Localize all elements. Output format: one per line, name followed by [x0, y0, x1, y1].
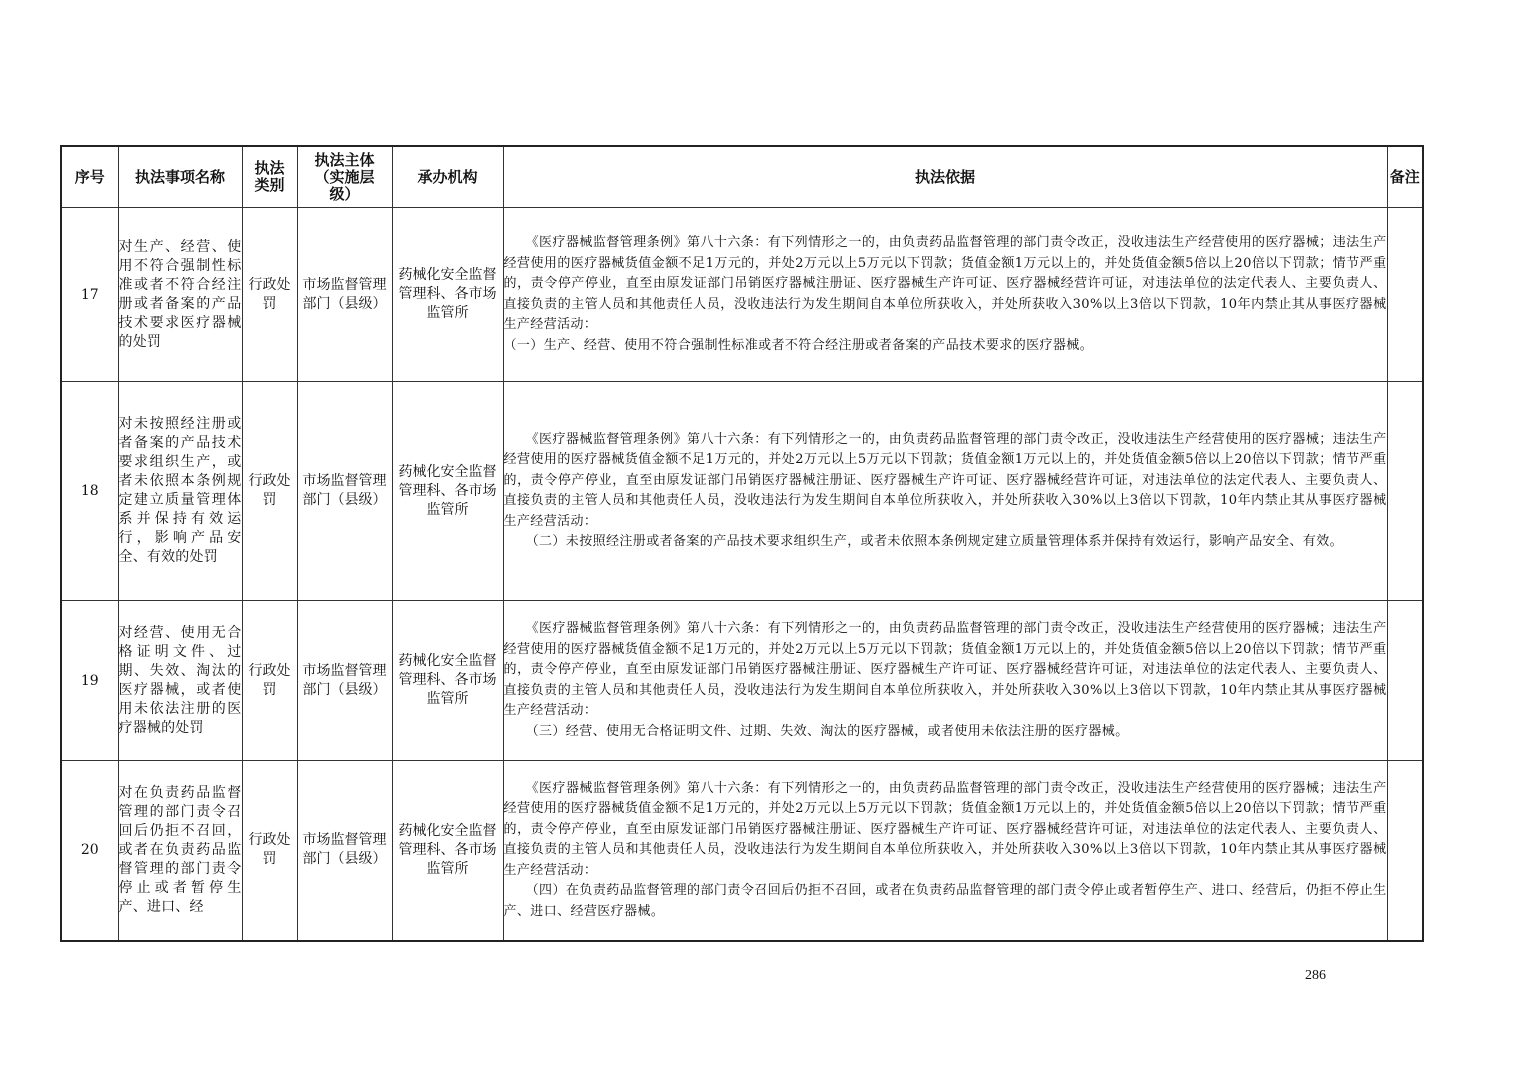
row-number: 17: [61, 208, 118, 382]
handling-agency: 药械化安全监督管理科、各市场监管所: [392, 208, 503, 382]
page-number: 286: [1305, 968, 1326, 983]
header-remarks: 备注: [1387, 146, 1423, 208]
category: 行政处罚: [242, 761, 297, 941]
legal-basis: [503, 382, 1387, 601]
remarks: [1387, 208, 1423, 382]
item-name: 对经营、使用无合格证明文件、过期、失效、淘汰的医疗器械，或者使用未依法注册的医疗器械的处罚: [118, 601, 242, 761]
category: 行政处罚: [242, 601, 297, 761]
basis-clause-text: （四）在负责药品监督管理的部门责令召回后仍拒不召回，或者在负责药品监督管理的部门责令停止或者暂停生产、进口、经营后，仍拒不停止生产、进口、经营医疗器械。: [503, 883, 1387, 919]
header-legal-basis: 执法依据: [503, 146, 1387, 208]
row-number: 20: [61, 761, 118, 941]
basis-main-text: 《医疗器械监督管理条例》第八十六条：有下列情形之一的，由负责药品监督管理的部门责令改正，没收违法生产经营使用的医疗器械；违法生产经营使用的医疗器械货值金额不足1万元的，并处2万元以上5万元以下罚款；货值金额1万元以上的，并处货值金额5倍以上20倍以下罚款；情节严重的，责令停产停业，直至由原发证部门吊销医疗器械注册证、医疗器械生产许可证、医疗器械经营许可证，对违法单位的法定代表人、主要负责人、直接负责的主管人员和其他责任人员，没收违法行为发生期间自本单位所获收入，并处所获收入30%以上3倍以下罚款，10年内禁止其从事医疗器械生产经营活动：: [503, 235, 1387, 332]
remarks: [1387, 382, 1423, 601]
table-row: [61, 761, 1423, 941]
enforcement-body: 市场监督管理部门（县级）: [297, 382, 392, 601]
basis-clause-text: （三）经营、使用无合格证明文件、过期、失效、淘汰的医疗器械，或者使用未依法注册的医疗器械。: [525, 723, 1129, 739]
basis-main-text: 《医疗器械监督管理条例》第八十六条：有下列情形之一的，由负责药品监督管理的部门责令改正，没收违法生产经营使用的医疗器械；违法生产经营使用的医疗器械货值金额不足1万元的，并处2万元以上5万元以下罚款；货值金额1万元以上的，并处货值金额5倍以上20倍以下罚款；情节严重的，责令停产停业，直至由原发证部门吊销医疗器械注册证、医疗器械生产许可证、医疗器械经营许可证，对违法单位的法定代表人、主要负责人、直接负责的主管人员和其他责任人员，没收违法行为发生期间自本单位所获收入，并处所获收入30%以上3倍以下罚款，10年内禁止其从事医疗器械生产经营活动：: [503, 621, 1387, 718]
legal-basis: [503, 601, 1387, 761]
item-name: 对未按照经注册或者备案的产品技术要求组织生产，或者未依照本条例规定建立质量管理体系并保持有效运行，影响产品安全、有效的处罚: [118, 382, 242, 601]
category: 行政处罚: [242, 382, 297, 601]
table-header-row: [61, 146, 1423, 208]
enforcement-items-table: [60, 145, 1424, 942]
header-item-name: 执法事项名称: [118, 146, 242, 208]
basis-main-text: 《医疗器械监督管理条例》第八十六条：有下列情形之一的，由负责药品监督管理的部门责令改正，没收违法生产经营使用的医疗器械；违法生产经营使用的医疗器械货值金额不足1万元的，并处2万元以上5万元以下罚款；货值金额1万元以上的，并处货值金额5倍以上20倍以下罚款；情节严重的，责令停产停业，直至由原发证部门吊销医疗器械注册证、医疗器械生产许可证、医疗器械经营许可证，对违法单位的法定代表人、主要负责人、直接负责的主管人员和其他责任人员，没收违法行为发生期间自本单位所获收入，并处所获收入30%以上3倍以下罚款，10年内禁止其从事医疗器械生产经营活动：: [503, 780, 1387, 878]
item-name: 对在负责药品监督管理的部门责令召回后仍拒不召回，或者在负责药品监督管理的部门责令停止或者暂停生产、进口、经: [118, 761, 242, 941]
enforcement-body: 市场监督管理部门（县级）: [297, 761, 392, 941]
enforcement-body: 市场监督管理部门（县级）: [297, 601, 392, 761]
row-number: 19: [61, 601, 118, 761]
header-number: 序号: [61, 146, 118, 208]
table-row: [61, 382, 1423, 601]
remarks: [1387, 761, 1423, 941]
basis-clause-text: （一）生产、经营、使用不符合强制性标准或者不符合经注册或者备案的产品技术要求的医疗器械。: [503, 337, 1094, 353]
legal-basis: [503, 761, 1387, 941]
enforcement-body: 市场监督管理部门（县级）: [297, 208, 392, 382]
basis-main-text: 《医疗器械监督管理条例》第八十六条：有下列情形之一的，由负责药品监督管理的部门责令改正，没收违法生产经营使用的医疗器械；违法生产经营使用的医疗器械货值金额不足1万元的，并处2万元以上5万元以下罚款；货值金额1万元以上的，并处货值金额5倍以上20倍以下罚款；情节严重的，责令停产停业，直至由原发证部门吊销医疗器械注册证、医疗器械生产许可证、医疗器械经营许可证，对违法单位的法定代表人、主要负责人、直接负责的主管人员和其他责任人员，没收违法行为发生期间自本单位所获收入，并处所获收入30%以上3倍以下罚款，10年内禁止其从事医疗器械生产经营活动：: [503, 431, 1387, 529]
handling-agency: 药械化安全监督管理科、各市场监管所: [392, 601, 503, 761]
table-row: [61, 601, 1423, 761]
header-handling-agency: 承办机构: [392, 146, 503, 208]
handling-agency: 药械化安全监督管理科、各市场监管所: [392, 761, 503, 941]
header-enforcement-body: 执法主体（实施层级）: [297, 146, 392, 208]
remarks: [1387, 601, 1423, 761]
table-row: [61, 208, 1423, 382]
handling-agency: 药械化安全监督管理科、各市场监管所: [392, 382, 503, 601]
legal-basis: [503, 208, 1387, 382]
basis-clause-text: （二）未按照经注册或者备案的产品技术要求组织生产，或者未依照本条例规定建立质量管理体系并保持有效运行，影响产品安全、有效。: [525, 534, 1343, 549]
item-name: 对生产、经营、使用不符合强制性标准或者不符合经注册或者备案的产品技术要求医疗器械的处罚: [118, 208, 242, 382]
row-number: 18: [61, 382, 118, 601]
category: 行政处罚: [242, 208, 297, 382]
header-category: 执法类别: [242, 146, 297, 208]
